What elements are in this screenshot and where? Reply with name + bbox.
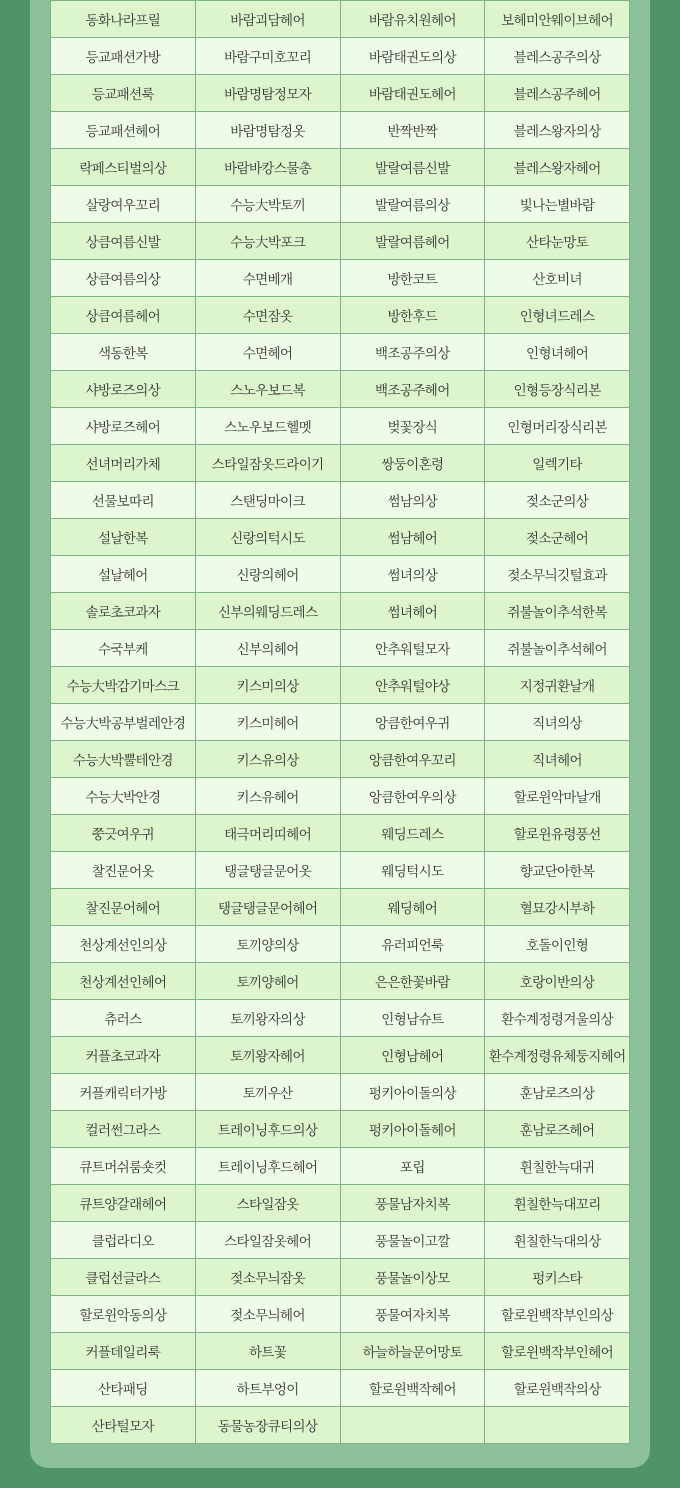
item-cell: 컬러썬그라스 (51, 1111, 196, 1148)
table-row (51, 1111, 630, 1148)
item-cell: 신랑의턱시도 (195, 519, 340, 556)
item-cell: 하트부엉이 (195, 1370, 340, 1407)
item-cell: 지정귀환날개 (485, 667, 630, 704)
item-cell: 색동한복 (51, 334, 196, 371)
item-cell: 젖소무늬헤어 (195, 1296, 340, 1333)
item-cell: 호돌이인형 (485, 926, 630, 963)
item-cell: 젖소무늬잠옷 (195, 1259, 340, 1296)
item-cell: 앙큼한여우귀 (340, 704, 485, 741)
table-row (51, 445, 630, 482)
item-cell: 앙큼한여우꼬리 (340, 741, 485, 778)
item-cell: 설날한복 (51, 519, 196, 556)
item-cell: 썸녀헤어 (340, 593, 485, 630)
item-cell: 수능大박감기마스크 (51, 667, 196, 704)
item-cell: 유러피언룩 (340, 926, 485, 963)
item-cell: 스타일잠옷드라이기 (195, 445, 340, 482)
item-cell: 키스유헤어 (195, 778, 340, 815)
item-cell: 바람태권도헤어 (340, 75, 485, 112)
item-cell: 신부의헤어 (195, 630, 340, 667)
item-cell: 블레스공주의상 (485, 38, 630, 75)
item-cell: 찰진문어헤어 (51, 889, 196, 926)
item-cell: 휜칠한늑대귀 (485, 1148, 630, 1185)
item-cell: 웨딩턱시도 (340, 852, 485, 889)
item-cell: 토끼우산 (195, 1074, 340, 1111)
item-cell: 반짝반짝 (340, 112, 485, 149)
table-row (51, 963, 630, 1000)
item-cell: 발랄여름신발 (340, 149, 485, 186)
item-cell: 스노우보드헬멧 (195, 408, 340, 445)
table-row (51, 1185, 630, 1222)
table-row (51, 186, 630, 223)
table-row (51, 630, 630, 667)
item-cell: 커플데일리룩 (51, 1333, 196, 1370)
item-cell: 젖소군헤어 (485, 519, 630, 556)
item-cell: 스노우보드복 (195, 371, 340, 408)
item-cell: 등교패션헤어 (51, 112, 196, 149)
item-cell: 썸남헤어 (340, 519, 485, 556)
item-cell: 샤방로즈의상 (51, 371, 196, 408)
table-row (51, 75, 630, 112)
item-cell: 펑키스타 (485, 1259, 630, 1296)
item-cell: 선물보따리 (51, 482, 196, 519)
item-cell: 수능大박공부벌레안경 (51, 704, 196, 741)
item-cell: 빛나는별바람 (485, 186, 630, 223)
item-cell: 스탠딩마이크 (195, 482, 340, 519)
item-cell: 큐트머쉬룸숏컷 (51, 1148, 196, 1185)
item-cell: 선녀머리가체 (51, 445, 196, 482)
item-cell: 풍물놀이고깔 (340, 1222, 485, 1259)
table-row (51, 334, 630, 371)
item-cell: 블레스공주헤어 (485, 75, 630, 112)
item-cell: 쌍둥이혼령 (340, 445, 485, 482)
item-cell: 일렉기타 (485, 445, 630, 482)
item-cell: 등교패션룩 (51, 75, 196, 112)
item-cell: 상큼여름헤어 (51, 297, 196, 334)
item-cell: 트레이닝후드의상 (195, 1111, 340, 1148)
item-cell: 키스미헤어 (195, 704, 340, 741)
item-cell: 스타일잠옷 (195, 1185, 340, 1222)
table-row (51, 260, 630, 297)
item-cell: 수능大박토끼 (195, 186, 340, 223)
item-cell: 젖소군의상 (485, 482, 630, 519)
item-cell: 할로윈악마날개 (485, 778, 630, 815)
item-cell: 바람구미호꼬리 (195, 38, 340, 75)
item-cell: 백조공주헤어 (340, 371, 485, 408)
item-cell: 천상계선인헤어 (51, 963, 196, 1000)
item-cell: 락페스티벌의상 (51, 149, 196, 186)
item-cell: 수능大박포크 (195, 223, 340, 260)
item-cell: 동물농장큐티의상 (195, 1407, 340, 1444)
item-cell: 백조공주의상 (340, 334, 485, 371)
item-cell: 환수계정령유체둥지헤어 (485, 1037, 630, 1074)
item-cell: 커플캐릭터가방 (51, 1074, 196, 1111)
table-row (51, 149, 630, 186)
table-row (51, 556, 630, 593)
item-cell: 클럽선글라스 (51, 1259, 196, 1296)
item-cell: 상큼여름신발 (51, 223, 196, 260)
item-cell: 설날헤어 (51, 556, 196, 593)
item-cell: 향교단아한복 (485, 852, 630, 889)
table-row (51, 519, 630, 556)
item-cell: 츄러스 (51, 1000, 196, 1037)
item-cell: 산타눈망토 (485, 223, 630, 260)
item-cell: 풍물여자치복 (340, 1296, 485, 1333)
table-row (51, 593, 630, 630)
table-row (51, 482, 630, 519)
item-cell: 인형등장식리본 (485, 371, 630, 408)
item-cell: 직녀헤어 (485, 741, 630, 778)
item-cell: 방한후드 (340, 297, 485, 334)
item-cell: 인형남헤어 (340, 1037, 485, 1074)
item-cell: 살랑여우꼬리 (51, 186, 196, 223)
item-cell: 수능大박안경 (51, 778, 196, 815)
item-cell: 혈묘강시부하 (485, 889, 630, 926)
item-cell: 풍물놀이상모 (340, 1259, 485, 1296)
item-cell: 웨딩헤어 (340, 889, 485, 926)
item-cell: 할로윈악동의상 (51, 1296, 196, 1333)
item-cell: 할로윈백작의상 (485, 1370, 630, 1407)
item-cell: 수국부케 (51, 630, 196, 667)
item-cell: 인형녀드레스 (485, 297, 630, 334)
item-cell: 호랑이반의상 (485, 963, 630, 1000)
table-row (51, 1222, 630, 1259)
item-cell: 토끼왕자헤어 (195, 1037, 340, 1074)
item-cell: 커플초코과자 (51, 1037, 196, 1074)
table-row (51, 1148, 630, 1185)
table-row (51, 741, 630, 778)
table-row (51, 1000, 630, 1037)
item-cell: 바람바캉스물총 (195, 149, 340, 186)
table-row (51, 112, 630, 149)
item-cell: 훈남로즈헤어 (485, 1111, 630, 1148)
table-row (51, 38, 630, 75)
table-row (51, 1370, 630, 1407)
item-cell: 바람태권도의상 (340, 38, 485, 75)
item-cell: 보헤미안웨이브헤어 (485, 1, 630, 38)
item-cell: 키스미의상 (195, 667, 340, 704)
item-cell: 쥐불놀이추석헤어 (485, 630, 630, 667)
item-cell: 토끼양헤어 (195, 963, 340, 1000)
item-cell (340, 1407, 485, 1444)
item-cell: 펑키아이돌의상 (340, 1074, 485, 1111)
item-cell: 하늘하늘문어망토 (340, 1333, 485, 1370)
table-row (51, 852, 630, 889)
item-cell: 등교패션가방 (51, 38, 196, 75)
item-cell: 인형남슈트 (340, 1000, 485, 1037)
item-cell: 은은한꽃바람 (340, 963, 485, 1000)
item-cell: 찰진문어옷 (51, 852, 196, 889)
item-cell: 탱글탱글문어헤어 (195, 889, 340, 926)
table-row (51, 1296, 630, 1333)
table-row (51, 371, 630, 408)
item-cell: 안추워털모자 (340, 630, 485, 667)
item-cell: 솔로초코과자 (51, 593, 196, 630)
item-cell: 수면헤어 (195, 334, 340, 371)
item-cell: 트레이닝후드헤어 (195, 1148, 340, 1185)
item-cell: 스타일잠옷헤어 (195, 1222, 340, 1259)
item-cell: 할로윈백작부인의상 (485, 1296, 630, 1333)
item-cell: 바람괴담헤어 (195, 1, 340, 38)
item-cell: 신랑의헤어 (195, 556, 340, 593)
item-cell: 하트꽃 (195, 1333, 340, 1370)
table-row (51, 408, 630, 445)
item-cell: 벚꽃장식 (340, 408, 485, 445)
item-cell: 동화나라프릴 (51, 1, 196, 38)
item-cell: 젖소무늬깃털효과 (485, 556, 630, 593)
item-cell: 탱글탱글문어옷 (195, 852, 340, 889)
table-row (51, 926, 630, 963)
item-cell: 토끼왕자의상 (195, 1000, 340, 1037)
item-cell: 할로윈유령풍선 (485, 815, 630, 852)
table-row (51, 778, 630, 815)
item-cell: 클럽라디오 (51, 1222, 196, 1259)
item-cell: 할로윈백작부인헤어 (485, 1333, 630, 1370)
item-cell: 쭝긋여우귀 (51, 815, 196, 852)
item-cell: 산타털모자 (51, 1407, 196, 1444)
item-cell: 환수계정령겨울의상 (485, 1000, 630, 1037)
table-row (51, 667, 630, 704)
item-cell: 바람명탐정옷 (195, 112, 340, 149)
item-cell: 태극머리띠헤어 (195, 815, 340, 852)
item-cell: 쥐불놀이추석한복 (485, 593, 630, 630)
item-cell: 블레스왕자의상 (485, 112, 630, 149)
item-cell: 키스유의상 (195, 741, 340, 778)
item-cell: 펑키아이돌헤어 (340, 1111, 485, 1148)
item-cell: 천상계선인의상 (51, 926, 196, 963)
item-cell: 훈남로즈의상 (485, 1074, 630, 1111)
item-cell: 포립 (340, 1148, 485, 1185)
table-row (51, 1333, 630, 1370)
item-cell: 휜칠한늑대의상 (485, 1222, 630, 1259)
table-row (51, 1259, 630, 1296)
table-row (51, 704, 630, 741)
item-cell: 산호비녀 (485, 260, 630, 297)
item-cell: 인형머리장식리본 (485, 408, 630, 445)
item-cell: 수능大박뿔테안경 (51, 741, 196, 778)
item-cell (485, 1407, 630, 1444)
item-cell: 바람명탐정모자 (195, 75, 340, 112)
item-cell: 방한코트 (340, 260, 485, 297)
item-cell: 수면베개 (195, 260, 340, 297)
item-list-body (51, 1, 630, 1444)
item-cell: 안추워털야상 (340, 667, 485, 704)
item-cell: 샤방로즈헤어 (51, 408, 196, 445)
item-cell: 할로윈백작헤어 (340, 1370, 485, 1407)
table-row (51, 889, 630, 926)
item-cell: 휜칠한늑대꼬리 (485, 1185, 630, 1222)
item-cell: 큐트양갈래헤어 (51, 1185, 196, 1222)
table-row (51, 1037, 630, 1074)
item-cell: 풍물남자치복 (340, 1185, 485, 1222)
item-cell: 블레스왕자헤어 (485, 149, 630, 186)
item-cell: 발랄여름의상 (340, 186, 485, 223)
item-cell: 산타패딩 (51, 1370, 196, 1407)
table-row (51, 1074, 630, 1111)
item-cell: 상큼여름의상 (51, 260, 196, 297)
item-cell: 발랄여름헤어 (340, 223, 485, 260)
item-cell: 수면잠옷 (195, 297, 340, 334)
table-row (51, 815, 630, 852)
table-row (51, 1407, 630, 1444)
item-cell: 썸녀의상 (340, 556, 485, 593)
table-row (51, 297, 630, 334)
item-cell: 신부의웨딩드레스 (195, 593, 340, 630)
item-cell: 썸남의상 (340, 482, 485, 519)
table-row (51, 1, 630, 38)
item-cell: 인형녀헤어 (485, 334, 630, 371)
table-row (51, 223, 630, 260)
item-cell: 앙큼한여우의상 (340, 778, 485, 815)
item-cell: 바람유치원헤어 (340, 1, 485, 38)
item-cell: 직녀의상 (485, 704, 630, 741)
item-list-table (50, 0, 630, 1444)
item-cell: 웨딩드레스 (340, 815, 485, 852)
item-cell: 토끼양의상 (195, 926, 340, 963)
